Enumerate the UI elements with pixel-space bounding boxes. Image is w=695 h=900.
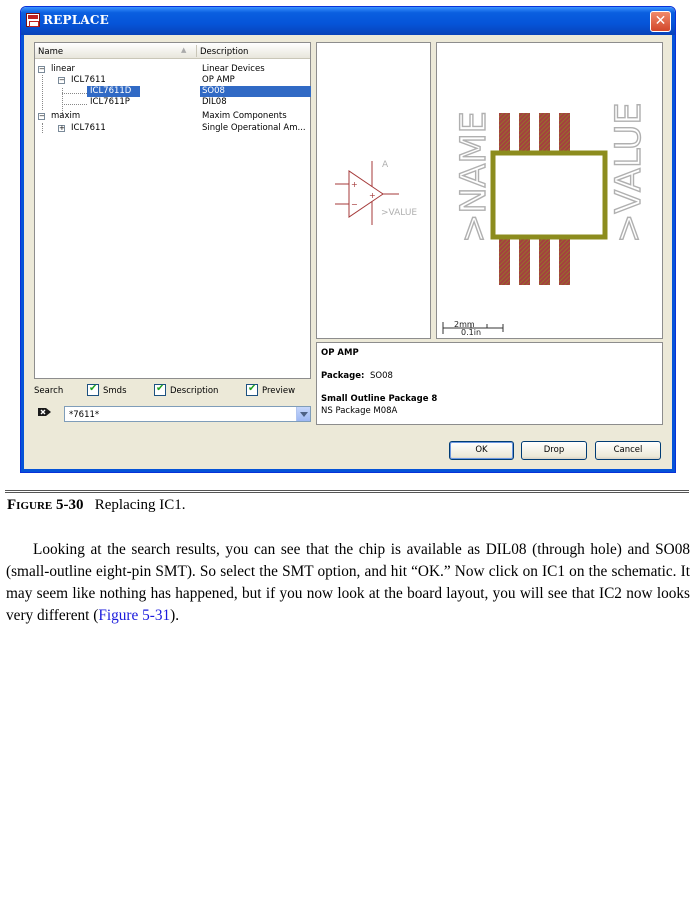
collapse-icon[interactable]: − bbox=[59, 76, 65, 84]
tree-header bbox=[35, 43, 310, 59]
description-label[interactable]: Description bbox=[170, 386, 219, 396]
tree-row-icl7611-linear[interactable] bbox=[35, 75, 310, 86]
info-package-note: NS Package M08A bbox=[321, 406, 398, 416]
so08-footprint bbox=[437, 43, 662, 338]
package-preview bbox=[436, 42, 663, 339]
footprint-body bbox=[493, 153, 605, 237]
search-label: Search bbox=[34, 386, 64, 396]
tree-row-maxim[interactable] bbox=[35, 111, 310, 122]
column-separator[interactable] bbox=[196, 45, 197, 57]
info-title: OP AMP bbox=[321, 348, 359, 358]
tree-row-description: Maxim Components bbox=[202, 111, 287, 121]
collapse-icon[interactable]: − bbox=[39, 112, 45, 120]
tree-row-description: SO08 bbox=[202, 86, 225, 96]
expand-icon[interactable]: + bbox=[59, 124, 65, 132]
paragraph-text-end: ). bbox=[170, 607, 180, 624]
smds-checkbox[interactable] bbox=[87, 384, 99, 396]
scale-mm-label: 2mm bbox=[454, 320, 475, 329]
close-button[interactable]: ✕ bbox=[650, 11, 671, 32]
caption-rule bbox=[5, 490, 689, 493]
window-border-left bbox=[21, 35, 24, 472]
tree-row-icl7611d[interactable] bbox=[35, 86, 310, 97]
window-border-right bbox=[672, 35, 675, 472]
window-border-bottom bbox=[21, 469, 675, 472]
tree-row-name: ICL7611P bbox=[90, 97, 130, 107]
tree-row-description: OP AMP bbox=[202, 75, 235, 85]
sort-up-icon: ▲ bbox=[181, 46, 187, 54]
drop-button[interactable]: Drop bbox=[521, 441, 587, 460]
figure-caption bbox=[7, 497, 186, 514]
opamp-symbol bbox=[317, 43, 430, 338]
preview-checkbox[interactable] bbox=[246, 384, 258, 396]
tree-row-name: ICL7611 bbox=[71, 123, 106, 133]
info-package-label: Package: bbox=[321, 371, 365, 381]
column-header-name[interactable]: Name bbox=[38, 47, 64, 57]
figure-reference-link[interactable]: Figure 5-31 bbox=[98, 607, 171, 624]
figure-caption-text: Replacing IC1. bbox=[94, 497, 186, 513]
tree-row-name: maxim bbox=[51, 111, 81, 121]
app-icon bbox=[26, 13, 40, 27]
figure-label: Figure 5-30 bbox=[7, 497, 84, 513]
preview-label[interactable]: Preview bbox=[262, 386, 296, 396]
tree-row-description: DIL08 bbox=[202, 97, 227, 107]
collapse-icon[interactable]: − bbox=[39, 65, 45, 73]
search-flag-icon[interactable] bbox=[38, 407, 52, 417]
tree-row-name: ICL7611D bbox=[90, 86, 132, 96]
title-bar[interactable] bbox=[21, 7, 675, 35]
info-package-name: Small Outline Package 8 bbox=[321, 394, 438, 404]
tree-row-name: ICL7611 bbox=[71, 75, 106, 85]
cancel-button[interactable]: Cancel bbox=[595, 441, 661, 460]
symbol-value-label: >VALUE bbox=[381, 208, 418, 218]
smds-label[interactable]: Smds bbox=[103, 386, 127, 396]
column-header-description[interactable]: Description bbox=[200, 47, 249, 57]
search-input[interactable]: *7611* bbox=[69, 410, 100, 420]
info-package-value: SO08 bbox=[370, 371, 393, 381]
tree-row-linear[interactable] bbox=[35, 64, 310, 75]
tree-row-icl7611p[interactable] bbox=[35, 97, 310, 108]
description-panel bbox=[316, 342, 663, 425]
ok-button[interactable]: OK bbox=[449, 441, 514, 460]
tree-row-name: linear bbox=[51, 64, 76, 74]
symbol-preview bbox=[316, 42, 431, 339]
package-name-label: >NAME bbox=[454, 111, 494, 243]
body-paragraph bbox=[6, 539, 690, 627]
description-checkbox[interactable] bbox=[154, 384, 166, 396]
paragraph-text: Looking at the search results, you can see that the chip is available as DIL08 (through hole) and SO08 (small-outline eight-pin SMT). So select the SMT option, and hit “OK.” Now click on IC1 on the schematic. It may seem like nothing has happened, but if you now look at the board layout, you will see that IC2 now looks very different ( bbox=[6, 541, 690, 624]
tree-row-description: Single Operational Am... bbox=[202, 123, 306, 133]
library-tree[interactable] bbox=[34, 42, 311, 379]
chevron-down-icon[interactable] bbox=[296, 407, 310, 421]
scale-in-label: 0.1in bbox=[461, 328, 482, 337]
search-combo[interactable] bbox=[64, 406, 311, 422]
opamp-plus-sign: + bbox=[351, 180, 358, 189]
symbol-pin-label: A bbox=[382, 160, 389, 170]
opamp-minus-sign: − bbox=[351, 200, 358, 209]
replace-dialog bbox=[20, 6, 676, 473]
dialog-title: REPLACE bbox=[43, 13, 109, 27]
package-value-label: >VALUE bbox=[609, 102, 649, 243]
opamp-inner-plus: + bbox=[369, 191, 376, 200]
tree-row-icl7611-maxim[interactable] bbox=[35, 123, 310, 134]
tree-row-description: Linear Devices bbox=[202, 64, 265, 74]
